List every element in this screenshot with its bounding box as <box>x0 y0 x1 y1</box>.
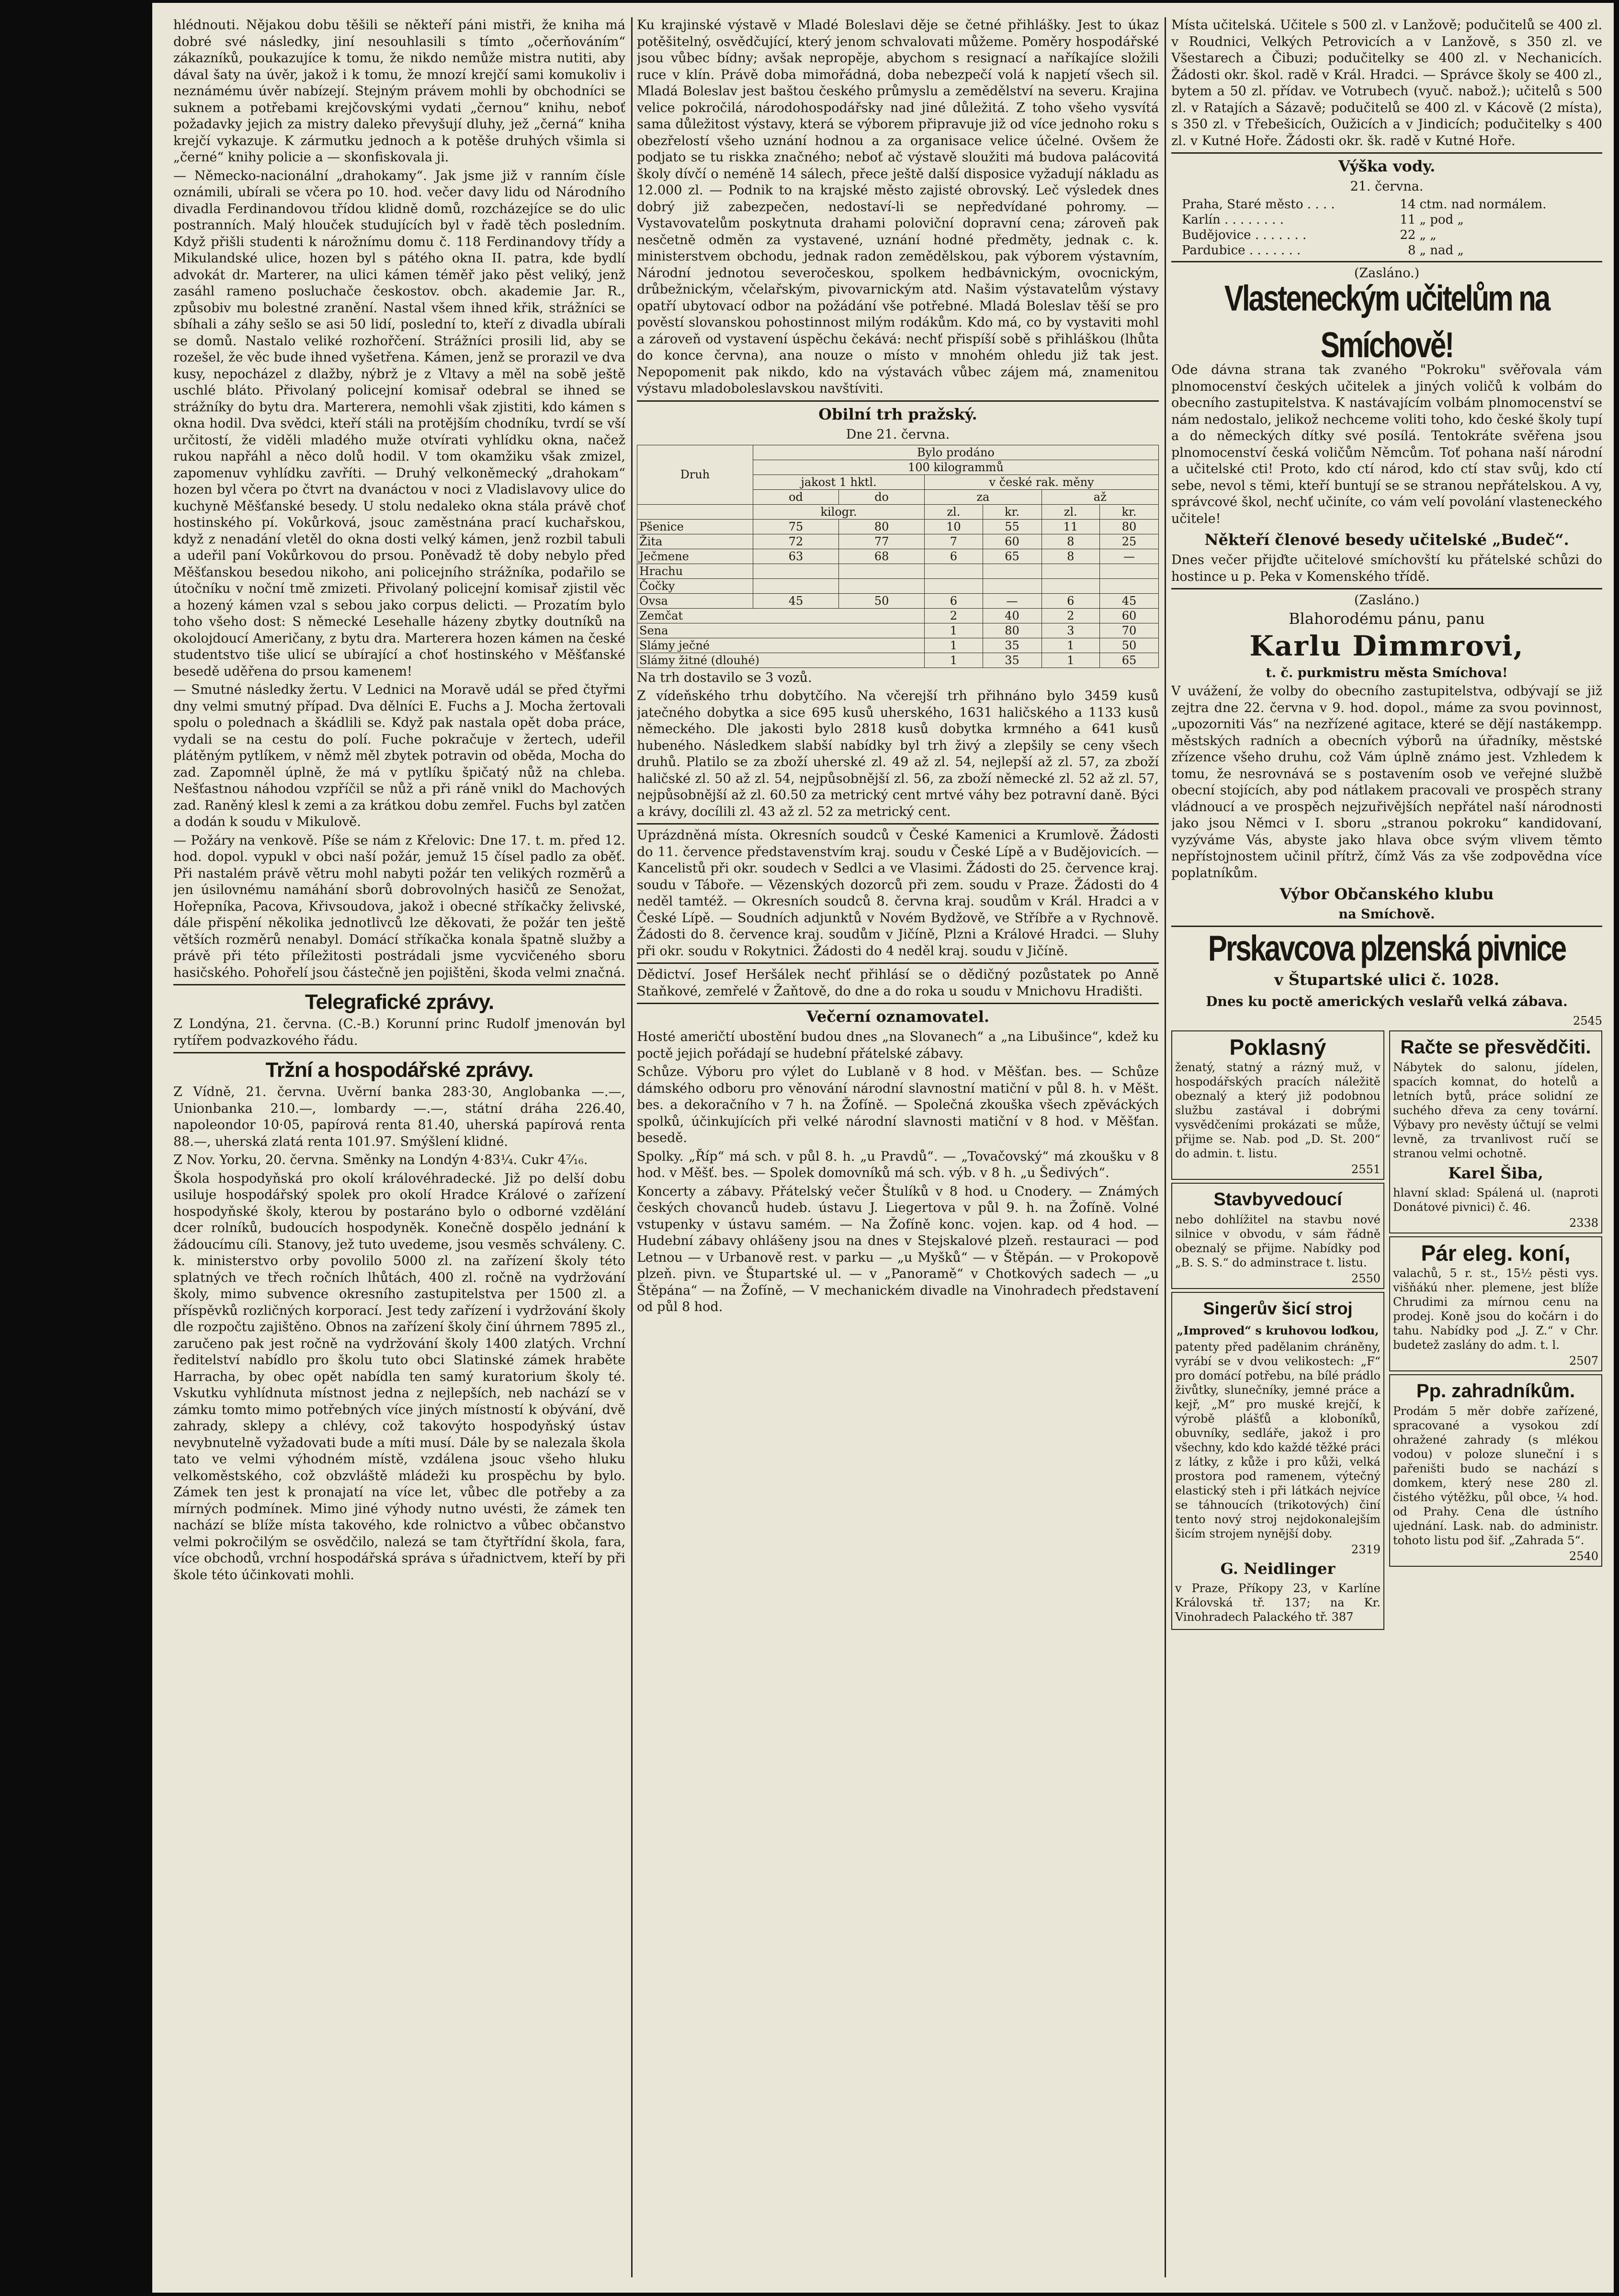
ad-stavbyvedouci <box>1171 1183 1384 1289</box>
cell-druh: Ječmene <box>637 549 753 564</box>
cell-zl1: 6 <box>925 593 983 608</box>
col-jakost: jakost 1 hktl. <box>753 475 924 489</box>
column-divider <box>1165 17 1166 2277</box>
cell-kr2: 25 <box>1099 534 1158 549</box>
cell-kr1 <box>983 564 1042 578</box>
ad-zahradnikum <box>1389 1374 1602 1567</box>
ad-singer-title: Singerův šicí stroj <box>1203 1299 1353 1318</box>
article-vystava-boleslav: Ku krajinské výstavě v Mladé Boleslavi děje se četné přihlášky. Jest to úkaz potěšitelný, osvědčující, který jenom schvalovati můžeme. Poměry hospodářské jsou vůbec bídny; avšak nepropěje, abychom s resignací a naříkajíce složili ruce v klín. Právě doba mimořádná, doba nebezpečí volá k napjetí všech sil. Mladá Boleslav jest baštou českého průmyslu a zemědělství na severu. Krajina velice pokročilá, národohospodářsky nad jiné důležitá. Z toho všeho vysvítá sama důležitost výstavy, která se výborem připravuje již od více jednoho roku s obezřelostí všeho uznání hodnou a za organisace velice účelné. Ovšem že podjato se tu riskka značného; neboť ač výstavě sloužiti má budova palácovitá školy dívčí o neméně 14 sálech, přece ještě další disposice vyžadují nákladu as 12.000 zl. — Podnik to na krajské město zajisté obrovský. Leč výsledek dnes dobrý již zabezpečen, nedostaví-li se nepředvídané pohromy. — Vystavovatelům poskytnuta drahami poloviční dopravní cena; zároveň pak nesčetně odměn za vystavené, uznání hodné předměty, jednak c. k. ministerstvem obchodu, jednak radon zemědělskou, pak výborem výstavním, Národní jednotou severočeskou, spolkem hedbávnickým, ovocnickým, drůbežnickým, včelařským, pivovarnickým atd. Našim výstavatelům výstavy opatří ubytovací odbor na požádání vše potřebné. Mladá Boleslav těší se pro pověstí slovanskou pohostinnost milým rodákům. Kdo má, co by vystaviti mohl a zároveň od vystavení úspěchu čekává: nechť přispíší sobě s přihláškou (lhůta do konce června), ana nouze o místo v mnohém ohledu již tak jest. Nepopomenit pak nikdo, kdo na výstavách vůbec zájem má, znamenitou výstavu mladoboleslavskou navštíviti. <box>637 18 1159 396</box>
unit-kilogr: kilogr. <box>753 504 924 519</box>
cell-od: 75 <box>753 519 838 534</box>
cell-druh: Sena <box>637 623 925 638</box>
cell-od <box>753 578 838 593</box>
cell-kr1: 35 <box>983 638 1042 653</box>
cell-druh: Slámy ječné <box>637 638 925 653</box>
water-row <box>1180 243 1594 258</box>
ad-stavby-text: nebo dohlížitel na stavbu nové silnice v obvodu, v sám řádně obeznalý se přijme. Nabídky pod „B. S. S.“ do adminstrace t. listu. <box>1175 1213 1381 1269</box>
ad-racte <box>1389 1030 1602 1233</box>
section-rule <box>637 962 1159 964</box>
ad-zahr-title: Pp. zahradníkům. <box>1416 1380 1575 1402</box>
water-place: Karlín . . . . . . . . <box>1182 213 1284 227</box>
ad-prskavcova-addr: v Štupartské ulici č. 1028. <box>1274 971 1499 989</box>
cell-druh: Zemčat <box>637 608 925 623</box>
water-place: Pardubice . . . . . . . <box>1182 243 1301 258</box>
water-row <box>1180 227 1594 243</box>
ad-singer-addr: v Praze, Příkopy 23, v Karlíne Královská tř. 137; na Kr. Vinohradech Palackého tř. 387 <box>1175 1582 1381 1624</box>
ad-prskavcova: Prskavcova plzenská pivnice <box>1208 928 1566 969</box>
ads-left <box>1171 1028 1384 1633</box>
water-level-table <box>1180 197 1594 258</box>
article-smutne-nasledky: — Smutné následky žertu. V Lednici na Moravě udál se před čtyřmi dny velmi smutný případ. Dva dělníci E. Fuchs a J. Mocha žertovali spolu o polednach a škádlili se. Když pak nastala opět doba práce, vydali se na cestu do polí. Fuche pokračuje v žertech, udeřil plátěným pytlíkem, v němž měl zbytek potravin od oběda, Mocha do zad. Zapomněl úplně, že má v pytlíku špičatý nůž na chleba. Nešťastnou náhodou vzpříčil se nůž a při ráně vnikl do Machových zad. Raněný klesl k zemi a za krátkou dobu zemřel. Fuchs byl zatčen a dodán k soudu v Mikulově. <box>173 682 625 829</box>
cell-kr2 <box>1099 564 1158 578</box>
cell-kr2: 45 <box>1099 593 1158 608</box>
unit-kr: kr. <box>1099 504 1158 519</box>
column-3 <box>1171 17 1602 2277</box>
cell-kr2: 50 <box>1099 638 1158 653</box>
cell-do: 77 <box>839 534 925 549</box>
cell-druh: Slámy žitné (dlouhé) <box>637 653 925 667</box>
cell-zl2: 6 <box>1042 593 1099 608</box>
vyska-date: 21. června. <box>1350 179 1424 194</box>
grain-row <box>637 519 1159 534</box>
grain-row <box>637 534 1159 549</box>
ads-right <box>1389 1028 1602 1633</box>
water-place: Budějovice . . . . . . . <box>1182 228 1307 242</box>
salutation: Blahorodému pánu, panu <box>1289 610 1485 628</box>
cell-zl2: 11 <box>1042 519 1099 534</box>
col-druh: Druh <box>637 445 753 504</box>
cell-zl1: 1 <box>925 638 983 653</box>
article-uprazdnena-mista: Uprázdněná místa. Okresních soudců v České Kamenici a Krumlově. Žádosti do 11. července představenstvím kraj. soudu v České Lípě a v Budějovicích. — Kancelistů při okr. soudech v Sedlci a ve Vlasimi. Žádosti do 25. července kraj. soudu v Táboře. — Vězenských dozorců při zem. soudu v Praze. Žádosti do 4 neděl tamtéž. — Okresních soudců 8. června kraj. soudům v Král. Hradci a v České Lípě. — Soudních adjunktů v Novém Bydžově, ve Stříbře a v Rychnově. Žádosti do 8. července kraj. soudům v Jičíně, Plzni a Králové Hradci. — Sluhy při okr. soudu v Rokytnici. Žádosti do 4 neděl kraj. soudu v Jičíně. <box>637 828 1159 959</box>
grain-row <box>637 593 1159 608</box>
ad-karel-addr: hlavní sklad: Spálená ul. (naproti Donátové pivnici) č. 46. <box>1393 1186 1598 1214</box>
section-rule <box>637 1003 1159 1004</box>
water-unit: „ nad „ <box>1419 243 1464 258</box>
article-pozary: — Požáry na venkově. Píše se nám z Křelovic: Dne 17. t. m. před 12. hod. dopol. vypukl v obci naší požár, jemuž 15 čísel padlo za oběť. Při nastalém právě větru mohl nabyti požár ten velikých rozměrů a jen úsilovnému namáhání sborů dobrovolných hasičů ze Senožat, Hořepníka, Pacova, Křivsoudova, jakož i obecné stříkačky želivské, dále přispění několika jednotlivců lze děkovati, že požár ten ještě větších rozměrů nenabyl. Domácí stříkačka konala špatně služby a právě při této příležitosti postrádali jsme vycvičeného sboru hasičského. Pohořelí jsou částečně jen pojištěni, škoda velmi značná. <box>173 833 625 980</box>
ad-number: 2338 <box>1569 1216 1598 1230</box>
ad-par-koni <box>1389 1236 1602 1371</box>
article-drahokamy: — Německo-nacionální „drahokamy“. Jak jsme již v ranním čísle oznámili, ubírali se včera po 10. hod. večer davy lidu od Národního divadla Ferdinandovou třídou klidně domů, rozcházejíce se do ulic postranních. Malý hlouček studujících byl v řadě těch posledním. Když přišli studenti k nárožnímu domu č. 118 Ferdinandovy třídy a Mikulandské ulice, hozen byl s pátého okna II. patra, kde bydlí advokát dr. Marterer, na ulici kámen téměř jako pěst veliký, jenž zasáhl rameno posluchače českostov. obch. akademie Jar. R., způsobiv mu bolestné zranění. Nastal všem ihned křik, strážníci se sbíhali a záhy sešlo se asi 50 lidí, poslední to, kteří z divadla ubírali se domů. Nastalo veliké rozhořčení. Strážníci prosili lid, aby se rozešel, že věc bude ihned vyšetřena. Kámen, jenž se prorazil ve dva kusy, nepocházel z dlažby, nýbrž je z Vltavy a měl na sobě ještě uschlé bláto. Přivolaný policejní komisař odebral se ihned se strážníky do bytu dra. Marterera, nemohli však zjistiti, kdo kámen s okna hodil. Dva svědci, kteří stáli na protějším chodníku, tvrdí se vší určitostí, že viděli mladého muže otvírati vyhlídku okna, načež rukou napřáhl a něco dolů hodil. V tom okamžiku však zmizel, zapomenuv vyhlídku zavříti. — Druhý velkoněmecký „drahokam“ hozen byl včera po čtvrt na dvanáctou v noci z Vladislavovy ulice do kuchyně Měšťanské besedy. U stolu nedaleko okna stála právě choť hostinského pí. Vokůrková, jsouc zaměstnána prací kuchařskou, když z nenadání vletěl do okna dosti velký kámen, jenž rozbil tabuli a udeřil paní Vokůrkovou do prsou. Poněvadž tě doby nebylo před Měšťanskou besedou nikoho, ani policejního strážníka, podařilo se útočníku v noční tmě zmizeti. Přivolaný policejní komisař zjistil věc a hozený kámen vzal s sebou jako corpus delicti. — Prozatím bylo toho všeho dost: S německé Lesehalle házeny zbytky doutníků na okolojdoucí Američany, z bytu dra. Marterera hozen kámen na české studentstvo tiše ulicí se ubírající a choť hostinského v Měšťanské besedě uděřena do prsou kamenem! <box>173 168 625 679</box>
cell-kr1: 80 <box>983 623 1042 638</box>
section-rule <box>637 823 1159 825</box>
article-dedictvi: Dědictví. Josef Heršálek nechť přihlásí se o dědičný pozůstatek po Anně Staňkové, zemřelé v Žaňtově, do dne a do roka u soudu v Mnichovu Hradišti. <box>637 967 1159 999</box>
col-100kg: 100 kilogrammů <box>753 460 1158 475</box>
cell-kr2: 65 <box>1099 653 1158 667</box>
col-cena: v české rak. měny <box>925 475 1159 489</box>
cell-kr1: 65 <box>983 549 1042 564</box>
cell-kr2: 70 <box>1099 623 1158 638</box>
cell-zl2: 2 <box>1042 608 1099 623</box>
cell-kr1: — <box>983 593 1042 608</box>
ad-prskavcova-event: Dnes ku poctě amerických veslařů velká zábava. <box>1206 994 1568 1009</box>
cell-zl2 <box>1042 564 1099 578</box>
ad-karel: Karel Šiba, <box>1448 1164 1543 1182</box>
heading-telegraficke: Telegrafické zprávy. <box>305 990 494 1014</box>
column-2 <box>637 17 1159 2277</box>
ad-par-text: valachů, 5 r. st., 15¹⁄₂ pěsti vys. višňákú nher. plemene, jest blíže Chrudimi za mírnou cenu na prodej. Koně jsou do kočárn i do tahu. Nabídky pod „J. Z.“ v Chr. budetež zaslány do adm. t. l. <box>1393 1267 1598 1352</box>
cell-kr2: — <box>1099 549 1158 564</box>
col-do: do <box>839 489 925 504</box>
column-divider <box>631 17 633 2277</box>
water-unit: „ „ <box>1419 228 1437 242</box>
ad-singer-firm: G. Neidlinger <box>1220 1560 1336 1578</box>
section-rule <box>173 1052 625 1053</box>
unit-kr: kr. <box>983 504 1042 519</box>
newspaper-page <box>152 3 1614 2293</box>
cell-druh: Pšenice <box>637 519 753 534</box>
article-spolky: Spolky. „Říp“ má sch. v půl 8. h. „u Pravdů“. — „Tovačovský“ má zkoušku v 8 hod. v Měšť. bes. — Spolek domovníků má sch. výb. v 8 h. „u Šedivých“. <box>637 1149 1159 1180</box>
heading-vyska-vody: Výška vody. <box>1338 157 1436 175</box>
cell-zl1: 2 <box>925 608 983 623</box>
water-val: 22 <box>1400 228 1416 242</box>
cell-zl2: 8 <box>1042 549 1099 564</box>
unit-zl: zl. <box>925 504 983 519</box>
section-rule <box>1171 261 1602 262</box>
ad-number: 2545 <box>1573 1014 1602 1028</box>
water-val: 11 <box>1400 213 1416 227</box>
cell-kr1: 60 <box>983 534 1042 549</box>
purkmistr-line: t. č. purkmistru města Smíchova! <box>1266 666 1508 680</box>
cell-zl2 <box>1042 578 1099 593</box>
cell-kr2: 60 <box>1099 608 1158 623</box>
article-schuze: Schůze. Výboru pro výlet do Lublaně v 8 hod. v Měšťan. bes. — Schůze dámského odboru pro věnování národní slavnostní matiční v půl 8. h. v Měšt. bes. a dekoračního v 7 h. na Žofíně. — Společná zkouška všech zpěváckých spolků, účinkujících při velké národní slavnosti matiční v 8 hod. v Měšťan. besedě. <box>637 1064 1159 1145</box>
grain-row <box>637 608 1159 623</box>
ad-number: 2550 <box>1351 1272 1381 1285</box>
section-rule <box>1171 588 1602 589</box>
classified-ads <box>1171 1028 1602 1633</box>
article-vienna-cattle: Z vídeňského trhu dobytčího. Na včerejší trh přihnáno bylo 3459 kusů jatečného dobytka a sice 695 kusů uherského, 1631 haličského a 1133 kusů německého. Dle jakosti bylo 2818 kusů dobytka krmného a 641 kusů hubeného. Následkem slabší nabídky byl trh živý a zlepšily se ceny všech druhů. Platilo se za zboží uherské zl. 49 až zl. 54, nejlepší až zl. 57, za zboží haličské zl. 50 až zl. 54, nejpůsobnější zl. 56, za zboží německé zl. 52 až zl. 57, nejpůsobnější až zl. 60.50 za metrický cent mrtvé váhy bez potravní daně. Býci a krávy, docílili zl. 43 až zl. 52 za metrický cent. <box>637 689 1159 819</box>
column-1 <box>173 17 625 2277</box>
cell-do: 80 <box>839 519 925 534</box>
cell-zl2: 1 <box>1042 638 1099 653</box>
cell-od: 63 <box>753 549 838 564</box>
ad-poklasny-text: ženatý, statný a rázný muž, v hospodářských pracích náležitě obeznalý a který již podobnou službu zastával i dobrými vysvědčeními prokázati se může, přijme se. Nab. pod „D. St. 200“ do admin. t. listu. <box>1175 1061 1381 1160</box>
col-az: až <box>1042 489 1159 504</box>
article-hoste: Hosté američtí ubostění budou dnes „na Slovanech“ a „na Libušince“, kdež ku poctě jejich pořádají se hudební přátelské zábavy. <box>637 1029 1159 1061</box>
water-unit: „ pod „ <box>1419 213 1464 227</box>
water-row <box>1180 197 1594 212</box>
market-note: Na trh dostavilo se 3 vozů. <box>637 670 812 685</box>
ad-number: 2507 <box>1569 1354 1598 1368</box>
heading-vlastenecky: Vlasteneckým učitelům na Smíchově! <box>1224 278 1550 365</box>
cell-do <box>839 578 925 593</box>
cell-zl1: 6 <box>925 549 983 564</box>
col-za: za <box>925 489 1042 504</box>
ad-racte-title: Račte se přesvědčiti. <box>1400 1037 1591 1058</box>
article-dimmer-letter: V uvážení, že volby do obecního zastupitelstva, odbývají se již zejtra dne 22. června v 9. hod. dopol., máme za svou povinnost, „upozorniti Vás“ na nezřízené agitace, které se dějí nastákempp. městských radních a obecních výborů na úřadníky, městské zřízence všeho druhu, což Vám úplně známo jest. Vzhledem k tomu, že nesrovnává se s postavením osob ve veřejné službě obecní stojících, aby pod nátlakem pracovali ve prospěch strany vládnoucí a ve prospěch nejzuřivějších nepřátel naší národnosti jako jsou Němci v I. sboru „stranou pokroku“ kandidovaní, vyzýváme Vás, abyste jako hlava obce svým vlivem těmto nepřístojnostem učinil přítrž, čímž Vás za vše zodpovědna více poplatníkům. <box>1171 684 1602 881</box>
cell-od: 45 <box>753 593 838 608</box>
ad-stavby-title: Stavbyvedoucí <box>1213 1189 1342 1210</box>
unit-zl: zl. <box>1042 504 1099 519</box>
cell-zl2: 8 <box>1042 534 1099 549</box>
cell-kr1: 40 <box>983 608 1042 623</box>
signature-budec: Někteří členové besedy učitelské „Budeč“. <box>1204 531 1569 549</box>
cell-zl1: 10 <box>925 519 983 534</box>
cell-zl2: 3 <box>1042 623 1099 638</box>
heading-trzni: Tržní a hospodářské zprávy. <box>265 1058 533 1082</box>
section-rule <box>637 400 1159 402</box>
cell-zl1 <box>925 578 983 593</box>
cell-zl1: 1 <box>925 653 983 667</box>
grain-row <box>637 638 1159 653</box>
ad-poklasny-title: Poklasný <box>1229 1035 1326 1060</box>
cell-zl1 <box>925 564 983 578</box>
col-bylo-prodano: Bylo prodáno <box>753 445 1158 460</box>
grain-row <box>637 623 1159 638</box>
zaslano-label: (Zasláno.) <box>1354 266 1420 281</box>
signature-vybor: Výbor Občanského klubu <box>1279 885 1494 903</box>
article-koncerty: Koncerty a zábavy. Přátelský večer Štulíků v 8 hod. u Cnodery. — Známých českých chovanců hudeb. ústavu J. Liegertova v půl 9. h. na Žofíně. Volné vstupenky v ústavu samém. — Na Žofíně konc. vojen. kap. od 4 hod. — Hudební zábavy ohlášeny jsou na dnes v Stejskalové plzeň. restauraci — pod Letnou — v Urbanově rest. v parku — „u Myšků“ — v Štěpán. — v Prokopově plzeň. pivn. ve Štupartské ul. — v „Panoramě“ v Chotkových sadech — „u Štěpána“ — na Žofíně, — V mechanickém divadle na Vinohradech představení od půl 8 hod. <box>637 1184 1159 1314</box>
heading-dimmer: Karlu Dimmrovi, <box>1249 630 1524 662</box>
cell-kr1: 35 <box>983 653 1042 667</box>
ad-singer <box>1171 1292 1384 1630</box>
grain-price-table <box>637 445 1159 668</box>
water-row <box>1180 212 1594 227</box>
article-new-york: Z Nov. Yorku, 20. června. Směnky na Londýn 4·83¼. Cukr 4⁷⁄₁₆. <box>173 1153 588 1167</box>
grain-row <box>637 653 1159 667</box>
ad-number: 2551 <box>1351 1163 1381 1176</box>
cell-druh: Žita <box>637 534 753 549</box>
article-skola-hospodynska: Škola hospodyňská pro okolí královéhradecké. Již po delší dobu usiluje hospodářský spolek pro okolí Hradce Králové o zařízení hospodyňské školy, kterou by postaráno bylo o odborné vzdělání dcer rolníků, budoucích hospodyněk. Konečně dospělo jednání k žádoucímu cíli. Stanovy, jež tuto uvedeme, jsou vesměs schváleny. C. k. ministerstvo orby povolilo 5000 zl. na zařízení školy této splatných ve třech ročních lhůtách, 400 zl. ročně na vydržování školy, mimo subvence okresního zastupitelstva per 1500 zl. a příspěvků rozličných korporací. Jest tedy zařízení i vydržování školy dle rozpočtu zajištěno. Obnos na zařízení školy činí úhrnem 7895 zl., zaručeno pak jest ročně na vydržování školy 1400 zlatých. Vrchní ředitelství nabídlo pro školu tuto obci Slatinské zámek hraběte Harracha, by obec opět nabídla ten samý kuratorium školy té. Vskutku vyhlídnuta místnost jedna z nejlepších, neb nachází se v zámku tomto mimo potřebných více jiných místností k obývání, dvě zahrady, sklepy a chlévy, což takovýto hospodyňský ústav nevybnutelně vyžadovati bude a míti musí. Dále by se nalezala škola tato ve velmi výhodném místě, vzdálena jsouc všeho hluku velkoměstského, což obzvláště mládeži ku prospěchu by bylo. Zámek ten jest k pronajatí na více let, vůbec dle potřeby a za mírných podmínek. Mimo jiné výhody nutno uvésti, že zámek ten nachází se blíže místa takového, kde rolnictvo a vůbec občanstvo velmi pokročilým se osvědčilo, nalezá se tam čtyřtřídní škola, fara, více obchodů, vrchní hospodářská správa s úřadnictvem, kteří by při škole této účinkovati mohli. <box>173 1171 625 1583</box>
grain-row <box>637 564 1159 578</box>
water-unit: ctm. nad normálem. <box>1419 197 1547 212</box>
ad-singer-sub: „Improved“ s kruhovou loďkou, <box>1177 1323 1379 1337</box>
section-rule <box>173 984 625 985</box>
cell-do <box>839 564 925 578</box>
cell-zl1: 1 <box>925 623 983 638</box>
ad-singer-text: patenty před padělanim chráněny, vyrábí se v dvou velikostech: „F“ pro domácí potřebu, na bílé prádlo živůtky, slunečníky, jemné práce a kejř, „M“ pro muské krejčí, k výrobě plášťů a kloboníků, obuvníky, sedláře, jakož i pro všechny, kdo kdo každé těžké práci z látky, z kůže i pro kůži, velká prostora pod ramenem, výtečný elastický steh i při látkách nejvíce se táhnoucích (trikotových) činí tento nový stroj nejdokonalejším šicím strojem nynější doby. <box>1175 1340 1381 1540</box>
col-od: od <box>753 489 838 504</box>
article-mista-ucitelska: Místa učitelská. Učitele s 500 zl. v Lanžově; podučitelů se 400 zl. v Roudnici, Velkých Petrovicích a v Lanžově, s 350 zl. ve Všestarech a Čibuzi; podučitelky se 400 zl. v Nechanicích. Žádosti okr. škol. radě v Král. Hradci. — Správce školy se 400 zl., bytem a 50 zl. přídav. ve Votrubech (vyuč. nabož.); učitelů s 500 zl. v Ratajích a Sázavě; podučitelů se 400 zl. v Kácově (2 místa), s 350 zl. v Třebešicích, Oužicích a v Jindicích; podučitelky s 400 zl. v Kutné Hoře. Žádosti okr. šk. radě v Kutné Hoře. <box>1171 18 1602 148</box>
water-val: 8 <box>1407 243 1416 258</box>
water-place: Praha, Staré město . . . . <box>1182 197 1335 212</box>
section-rule <box>1171 152 1602 154</box>
article-black-book: hlédnouti. Nějakou dobu těšili se někteří páni mistři, že kniha má dobré své následky, jiní nesouhlasili s tímto „očerňováním“ zákazníků, poukazujíce k tomu, že nikdo nemůže mistra nutiti, aby dával šaty na úvěr, jakož i k tomu, že mnozí krejčí sami komukoliv i neznámému úvěr nabízejí. Stejným právem mohli by obchodníci se suknem a potřebami krejčovskými vydati „černou“ knihu, neboť požadavky jejich za mistry daleko převyšují dluhy, jež „černá“ kniha krejčí vykazuje. K zármutku jednoch a k potěše druhých všimla si „černé“ knihy policie a — skonfiskovala ji. <box>173 18 625 165</box>
water-val: 14 <box>1400 197 1416 212</box>
ad-number: 2540 <box>1569 1550 1598 1563</box>
article-schuze-ucitelu: Dnes večer přijďte učitelové smíchovští ku přátelské schůzi do hostince u p. Peka v Komenského třídě. <box>1171 553 1602 584</box>
ad-poklasny <box>1171 1030 1384 1180</box>
heading-vecerni: Večerní oznamovatel. <box>806 1007 989 1026</box>
ad-zahr-text: Prodám 5 měr dobře zařízené, spracované a vysokou zdí ohražené zahrady (s mlékou vodou) v poloze sluneční i s pařeništi budo se nachází s domkem, který nese 280 zl. čistého výtěžku, půl obce, ¹⁄₄ hod. od Prahy. Cena dle ústního ujednání. Lask. nab. do administr. tohoto listu pod šif. „Zahrada 5“. <box>1393 1404 1598 1547</box>
grain-row <box>637 578 1159 593</box>
ad-racte-text: Nábytek do salonu, jídelen, spacích komnat, do hotelů a letních bytů, práce solidní ze suchého dřeva za ceny tovární. Výbavy pro nevěsty účtují se velmi levně, za trvanlivost ručí se stranou velmi ochotně. <box>1393 1061 1598 1160</box>
cell-od <box>753 564 838 578</box>
cell-od: 72 <box>753 534 838 549</box>
ad-par-title: Pár eleg. koní, <box>1421 1241 1571 1266</box>
cell-druh: Hrachu <box>637 564 753 578</box>
heading-obilni-trh: Obilní trh pražský. <box>818 405 977 423</box>
cell-druh: Ovsa <box>637 593 753 608</box>
obilni-date: Dne 21. června. <box>846 427 950 442</box>
cell-kr2 <box>1099 578 1158 593</box>
zaslano-label: (Zasláno.) <box>1354 593 1420 608</box>
article-london: Z Londýna, 21. června. (C.-B.) Korunní princ Rudolf jmenován byl rytířem podvazkového řádu. <box>173 1017 625 1048</box>
cell-do: 50 <box>839 593 925 608</box>
article-vlastenecky: Ode dávna strana tak zvaného "Pokroku" svěřovala vám plnomocenství českých učitelek a jiných voličů k volbám do obecního zastupitelstva. K nastávajícím volbám plnomocenství se nám nedostalo, jelikož nechceme voliti toho, kdo české školy tupí a do německých dítky své posílá. Tentokráte svěřena jsou plnomocenství česká voličům Němcům. Toť pohana naší národní a učitelské cti! Proto, kdo ctí národ, kdo ctí stav svůj, kdo ctí sebe, nevol s těmi, kteří buntují se se stranou nepřátelskou. A vy, správcové škol, nechť učiníte, co vám velí povolání vlasteneckého učitele! <box>1171 362 1602 526</box>
cell-zl1: 7 <box>925 534 983 549</box>
cell-zl2: 1 <box>1042 653 1099 667</box>
grain-row <box>637 549 1159 564</box>
cell-do: 68 <box>839 549 925 564</box>
ad-number: 2319 <box>1351 1543 1381 1556</box>
signature-smichov: na Smíchově. <box>1338 907 1435 922</box>
cell-kr1 <box>983 578 1042 593</box>
cell-druh: Čočky <box>637 578 753 593</box>
cell-kr2: 80 <box>1099 519 1158 534</box>
article-viden-market: Z Vídně, 21. června. Uvěrní banka 283·30, Anglobanka —.—, Unionbanka 210.—, lombardy —.—, státní dráha 226.40, napoleondor 10·05, papírová renta 81.40, uherská papírová renta 88.—, uherská zlatá renta 101.97. Smýšlení klidné. <box>173 1085 625 1149</box>
cell-kr1: 55 <box>983 519 1042 534</box>
